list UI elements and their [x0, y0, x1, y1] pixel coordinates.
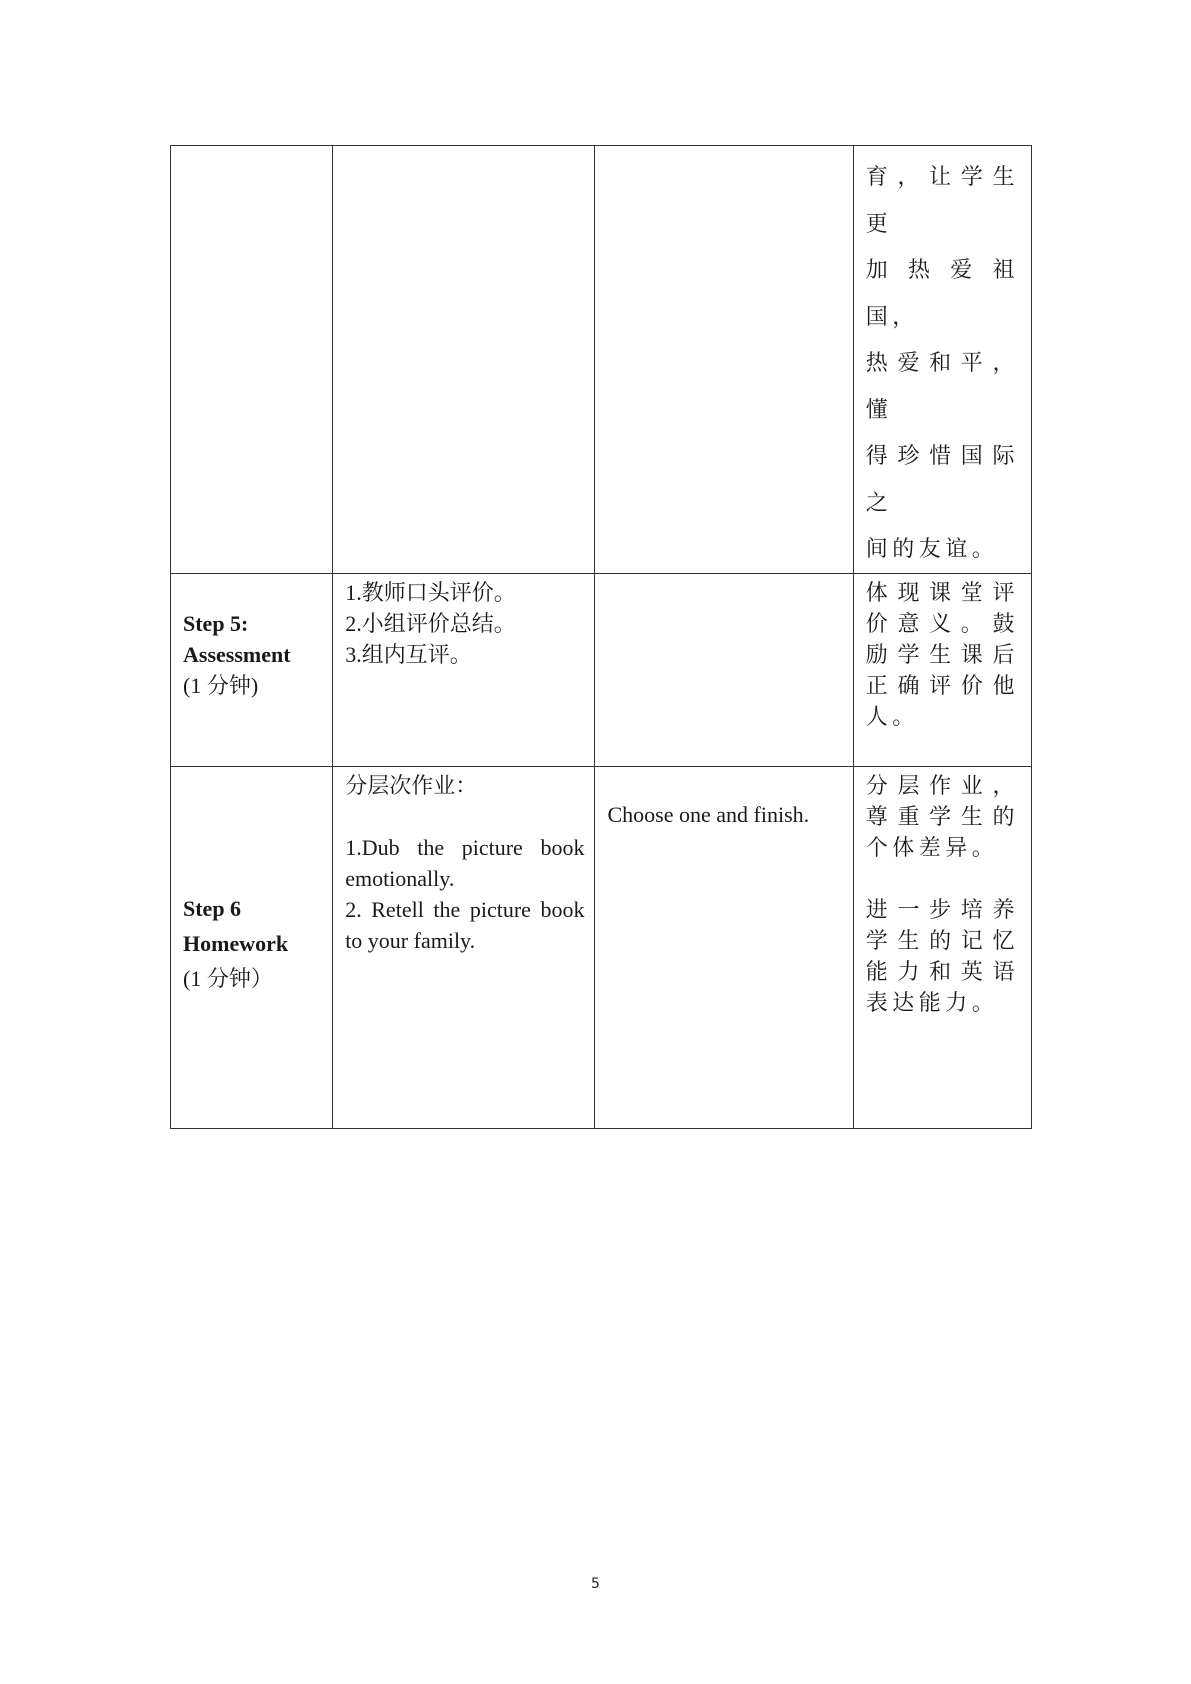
- step-cell: [171, 146, 333, 574]
- table-row-assessment: [171, 573, 1032, 766]
- homework-item: 2. Retell the picture book to your family.: [345, 896, 585, 953]
- purpose-cell: [853, 766, 1031, 1128]
- purpose-line: 加热爱祖国，: [865, 257, 1019, 329]
- step-title: Step 5:: [183, 610, 249, 636]
- table-row-homework: [171, 766, 1032, 1128]
- purpose-paragraph: 分层作业，尊重学生的个体差异。: [865, 772, 1019, 860]
- purpose-cell: [853, 573, 1031, 766]
- lesson-plan-table: [170, 145, 1032, 1129]
- purpose-paragraph: 体现课堂评价意义。鼓励学生课后正确评价他人。: [865, 579, 1019, 729]
- purpose-line: 得珍惜国际之: [865, 443, 1019, 515]
- purpose-line: 育，让学生更: [865, 164, 1019, 236]
- purpose-line: 热爱和平，懂: [865, 350, 1019, 422]
- homework-heading: 分层次作业：: [345, 772, 478, 798]
- teacher-activity-cell: [333, 766, 595, 1128]
- step-name: Assessment: [183, 641, 291, 667]
- teacher-activity-text: [333, 767, 594, 956]
- teacher-activity-cell: [333, 146, 595, 574]
- teacher-activity-item: 2.小组评价总结。: [345, 610, 516, 636]
- step-label: [171, 574, 332, 701]
- step-cell: [171, 766, 333, 1128]
- student-activity-cell: [595, 766, 853, 1128]
- homework-item: 1.Dub the picture book emotionally.: [345, 834, 585, 891]
- student-activity-text: Choose one and finish.: [607, 801, 810, 827]
- step-time: (1 分钟): [183, 672, 259, 698]
- step-name: Homework: [183, 930, 289, 956]
- purpose-cell: [853, 146, 1031, 574]
- student-activity-cell: [595, 573, 853, 766]
- purpose-line: 间的友谊。: [865, 536, 999, 561]
- purpose-paragraph: 进一步培养学生的记忆能力和英语表达能力。: [865, 896, 1019, 1015]
- purpose-text: [854, 574, 1031, 732]
- teacher-activity-item: 3.组内互评。: [345, 641, 472, 667]
- table-row-continuation: [171, 146, 1032, 574]
- student-activity-cell: [595, 146, 853, 574]
- teacher-activity-item: 1.教师口头评价。: [345, 579, 516, 605]
- purpose-text: [854, 767, 1031, 1018]
- page-number: 5: [591, 1576, 600, 1592]
- step-title: Step 6: [183, 895, 242, 921]
- teacher-activity-cell: [333, 573, 595, 766]
- purpose-text: [854, 146, 1031, 573]
- step-cell: [171, 573, 333, 766]
- teacher-activity-text: [333, 574, 594, 670]
- step-label: [171, 767, 332, 996]
- step-time: (1 分钟）: [183, 965, 273, 991]
